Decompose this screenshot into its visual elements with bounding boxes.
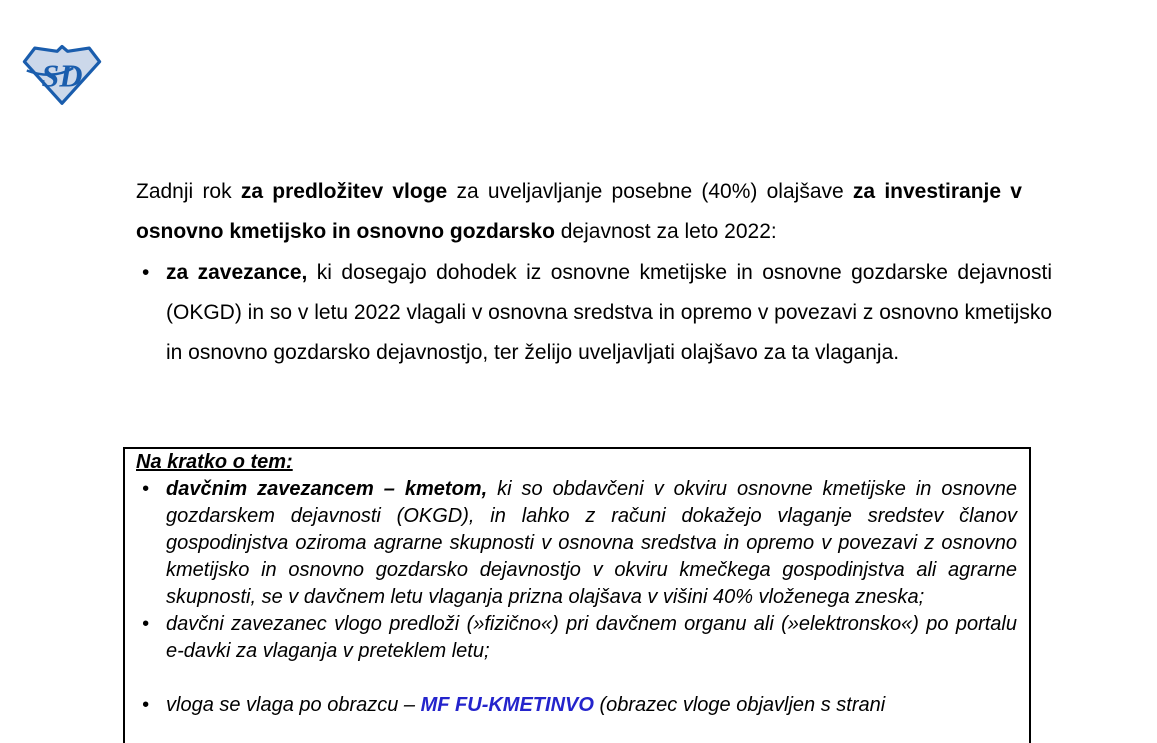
- text-run: za zavezance,: [166, 261, 308, 284]
- box-bullet-item: [136, 476, 1017, 611]
- intro-paragraph: [136, 172, 1022, 252]
- text-run: davčnim zavezancem – kmetom,: [166, 478, 488, 500]
- text-run: ki so obdavčeni v okviru osnovne kmetijske in osnovne gozdarskem dejavnosti (OKGD), in lahko z računi dokažejo vlaganje sredstev članov gospodinjstva oziroma agrarne skupnosti v osnovna sredstva in opremo v povezavi z osnovno kmetijsko in osnovno gozdarsko dejavnostjo v okviru kmečkega gospodinjstva ali agrarne skupnosti, se v davčnem letu vlaganja prizna olajšava v višini 40% vloženega zneska;: [166, 478, 1017, 608]
- text-run: za predložitev vloge: [240, 180, 448, 203]
- main-bullet-text: [166, 261, 1052, 364]
- text-run: davčni zavezanec vlogo predloži (»fizično«) pri davčnem organu ali (»elektronsko«) po portalu e-davki za vlaganja v preteklem letu;: [166, 613, 1017, 662]
- text-run: dejavnost za leto 2022:: [554, 220, 777, 243]
- bullet-marker: •: [142, 613, 150, 635]
- text-run: vloga se vlaga po obrazcu –: [166, 694, 421, 716]
- sd-logo-icon: [22, 44, 102, 105]
- logo-letters: SD: [41, 57, 83, 94]
- box-bullet-text: [166, 613, 1017, 662]
- bullet-marker: •: [142, 478, 150, 500]
- box-bullet-text: [166, 478, 1017, 608]
- text-run: ki dosegajo dohodek iz osnovne kmetijske in osnovne gozdarske dejavnosti (OKGD) in so v letu 2022 vlagali v osnovna sredstva in opremo v povezavi z osnovno kmetijsko in osnovno gozdarsko dejavnostjo, ter želijo uveljavljati olajšavo za ta vlaganja.: [166, 261, 1052, 364]
- bullet-marker: •: [142, 261, 150, 284]
- box-bullet-text: [166, 694, 885, 716]
- info-box-title: Na kratko o tem:: [136, 451, 293, 473]
- info-box: [123, 447, 1031, 743]
- text-run: Zadnji rok: [136, 180, 241, 203]
- text-run: za investiranje v osnovno kmetijsko in osnovno gozdarsko: [136, 180, 1022, 243]
- box-bullet-item: [136, 611, 1017, 665]
- box-bullet-item: [136, 692, 1017, 719]
- text-run: (obrazec vloge objavljen s strani: [593, 694, 886, 716]
- main-bullet-item: [136, 253, 1052, 373]
- bullet-marker: •: [142, 694, 150, 716]
- fu-kmetinvo-link[interactable]: MF FU-KMETINVO: [420, 694, 594, 716]
- text-run: za uveljavljanje posebne (40%) olajšave: [447, 180, 853, 203]
